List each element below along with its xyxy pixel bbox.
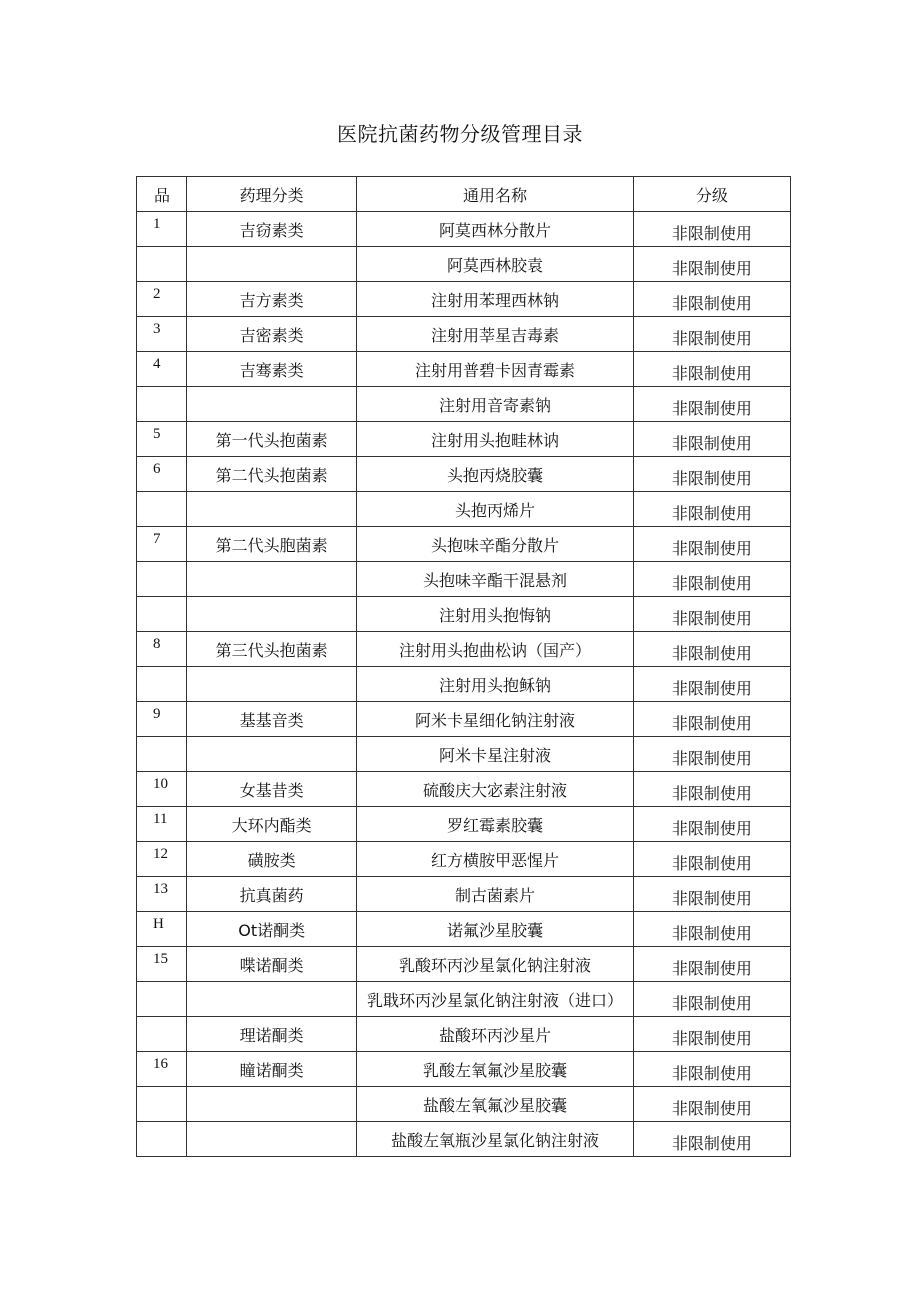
header-pharmacological-class: 药理分类 <box>187 177 357 212</box>
row-number <box>137 667 187 702</box>
pharmacological-class: 吉窃素类 <box>187 212 357 247</box>
table-row <box>137 562 791 597</box>
grade: 非限制使用 <box>633 912 790 947</box>
table-header-row <box>137 177 791 212</box>
table-row <box>137 702 791 737</box>
grade: 非限制使用 <box>633 212 790 247</box>
row-number: H <box>137 912 187 947</box>
row-number: 7 <box>137 527 187 562</box>
grade: 非限制使用 <box>633 352 790 387</box>
table-row <box>137 842 791 877</box>
table-row <box>137 247 791 282</box>
header-generic-name: 通用名称 <box>357 177 633 212</box>
generic-name: 阿莫西林分散片 <box>357 212 633 247</box>
pharmacological-class <box>187 667 357 702</box>
grade: 非限制使用 <box>633 807 790 842</box>
generic-name: 诺氟沙星胶囊 <box>357 912 633 947</box>
row-number <box>137 1122 187 1157</box>
pharmacological-class <box>187 737 357 772</box>
table-row <box>137 457 791 492</box>
pharmacological-class <box>187 387 357 422</box>
row-number <box>137 247 187 282</box>
grade: 非限制使用 <box>633 457 790 492</box>
row-number: 9 <box>137 702 187 737</box>
table-row <box>137 387 791 422</box>
pharmacological-class <box>187 597 357 632</box>
pharmacological-class: 第三代头抱菌素 <box>187 632 357 667</box>
grade: 非限制使用 <box>633 1017 790 1052</box>
pharmacological-class <box>187 982 357 1017</box>
row-number: 3 <box>137 317 187 352</box>
page-title: 医院抗菌药物分级管理目录 <box>337 122 583 146</box>
generic-name: 注射用头抱悔钠 <box>357 597 633 632</box>
row-number: 5 <box>137 422 187 457</box>
pharmacological-class: 磺胺类 <box>187 842 357 877</box>
generic-name: 制古菌素片 <box>357 877 633 912</box>
generic-name: 注射用头抱畦林讷 <box>357 422 633 457</box>
table-row <box>137 807 791 842</box>
generic-name: 阿米卡星注射液 <box>357 737 633 772</box>
grade: 非限制使用 <box>633 1087 790 1122</box>
generic-name: 盐酸左氧瓶沙星氯化钠注射液 <box>357 1122 633 1157</box>
grade: 非限制使用 <box>633 562 790 597</box>
table-row <box>137 422 791 457</box>
table-row <box>137 492 791 527</box>
pharmacological-class: 理诺酮类 <box>187 1017 357 1052</box>
generic-name: 头抱味辛酯干混悬剂 <box>357 562 633 597</box>
grade: 非限制使用 <box>633 527 790 562</box>
table-row <box>137 317 791 352</box>
grade: 非限制使用 <box>633 597 790 632</box>
generic-name: 乳酸环丙沙星氯化钠注射液 <box>357 947 633 982</box>
pharmacological-class <box>187 1087 357 1122</box>
pharmacological-class <box>187 562 357 597</box>
row-number: 1 <box>137 212 187 247</box>
row-number: 16 <box>137 1052 187 1087</box>
pharmacological-class: 吉密素类 <box>187 317 357 352</box>
generic-name: 盐酸左氧氟沙星胶囊 <box>357 1087 633 1122</box>
grade: 非限制使用 <box>633 387 790 422</box>
table-row <box>137 1087 791 1122</box>
generic-name: 阿莫西林胶袁 <box>357 247 633 282</box>
generic-name: 注射用苯理西林钠 <box>357 282 633 317</box>
generic-name: 注射用头抱曲松讷（国产） <box>357 632 633 667</box>
generic-name: 乳酸左氧氟沙星胶囊 <box>357 1052 633 1087</box>
table-row <box>137 597 791 632</box>
row-number <box>137 737 187 772</box>
generic-name: 阿米卡星细化钠注射液 <box>357 702 633 737</box>
generic-name: 罗红霉素胶囊 <box>357 807 633 842</box>
generic-name: 注射用头抱稣钠 <box>357 667 633 702</box>
pharmacological-class: 大环内酯类 <box>187 807 357 842</box>
pharmacological-class: 女基昔类 <box>187 772 357 807</box>
grade: 非限制使用 <box>633 1122 790 1157</box>
row-number <box>137 597 187 632</box>
pharmacological-class: 抗真菌药 <box>187 877 357 912</box>
row-number: 13 <box>137 877 187 912</box>
row-number: 6 <box>137 457 187 492</box>
generic-name: 头抱味辛酯分散片 <box>357 527 633 562</box>
row-number: 8 <box>137 632 187 667</box>
table-row <box>137 912 791 947</box>
row-number <box>137 492 187 527</box>
table-row <box>137 1052 791 1087</box>
generic-name: 头抱丙烧胶囊 <box>357 457 633 492</box>
table-row <box>137 737 791 772</box>
pharmacological-class: 第二代头胞菌素 <box>187 527 357 562</box>
row-number: 15 <box>137 947 187 982</box>
row-number: 4 <box>137 352 187 387</box>
generic-name: 红方横胺甲恶惺片 <box>357 842 633 877</box>
grade: 非限制使用 <box>633 247 790 282</box>
table-row <box>137 772 791 807</box>
pharmacological-class: 吉方素类 <box>187 282 357 317</box>
row-number <box>137 1087 187 1122</box>
grade: 非限制使用 <box>633 842 790 877</box>
table-row <box>137 282 791 317</box>
grade: 非限制使用 <box>633 422 790 457</box>
row-number: 2 <box>137 282 187 317</box>
pharmacological-class <box>187 1122 357 1157</box>
pharmacological-class <box>187 247 357 282</box>
grade: 非限制使用 <box>633 667 790 702</box>
antibiotic-catalog-table <box>136 176 791 1157</box>
row-number <box>137 387 187 422</box>
table-row <box>137 947 791 982</box>
header-grade: 分级 <box>633 177 790 212</box>
table-row <box>137 632 791 667</box>
pharmacological-class: 基基音类 <box>187 702 357 737</box>
pharmacological-class: 喋诺酮类 <box>187 947 357 982</box>
pharmacological-class: 第一代头抱菌素 <box>187 422 357 457</box>
row-number: 11 <box>137 807 187 842</box>
grade: 非限制使用 <box>633 492 790 527</box>
pharmacological-class: 吉骞素类 <box>187 352 357 387</box>
table-row <box>137 667 791 702</box>
grade: 非限制使用 <box>633 632 790 667</box>
pharmacological-class: Ot诺酮类 <box>187 912 357 947</box>
grade: 非限制使用 <box>633 737 790 772</box>
header-number: 品 <box>137 177 187 212</box>
row-number <box>137 982 187 1017</box>
pharmacological-class: 瞳诺酮类 <box>187 1052 357 1087</box>
row-number: 12 <box>137 842 187 877</box>
table-row <box>137 212 791 247</box>
generic-name: 注射用普碧卡因青霉素 <box>357 352 633 387</box>
grade: 非限制使用 <box>633 282 790 317</box>
row-number: 10 <box>137 772 187 807</box>
table-row <box>137 1122 791 1157</box>
table-row <box>137 877 791 912</box>
table-body <box>137 212 791 1157</box>
table-row <box>137 1017 791 1052</box>
table-row <box>137 527 791 562</box>
row-number <box>137 562 187 597</box>
grade: 非限制使用 <box>633 947 790 982</box>
table-row <box>137 982 791 1017</box>
row-number <box>137 1017 187 1052</box>
grade: 非限制使用 <box>633 772 790 807</box>
pharmacological-class: 第二代头抱菌素 <box>187 457 357 492</box>
generic-name: 注射用音寄素钠 <box>357 387 633 422</box>
generic-name: 注射用莘星吉毒素 <box>357 317 633 352</box>
grade: 非限制使用 <box>633 877 790 912</box>
pharmacological-class <box>187 492 357 527</box>
generic-name: 乳戢环丙沙星氯化钠注射液（进口） <box>357 982 633 1017</box>
grade: 非限制使用 <box>633 1052 790 1087</box>
generic-name: 盐酸环丙沙星片 <box>357 1017 633 1052</box>
grade: 非限制使用 <box>633 702 790 737</box>
generic-name: 头抱丙烯片 <box>357 492 633 527</box>
grade: 非限制使用 <box>633 982 790 1017</box>
generic-name: 硫酸庆大宓素注射液 <box>357 772 633 807</box>
grade: 非限制使用 <box>633 317 790 352</box>
table-row <box>137 352 791 387</box>
